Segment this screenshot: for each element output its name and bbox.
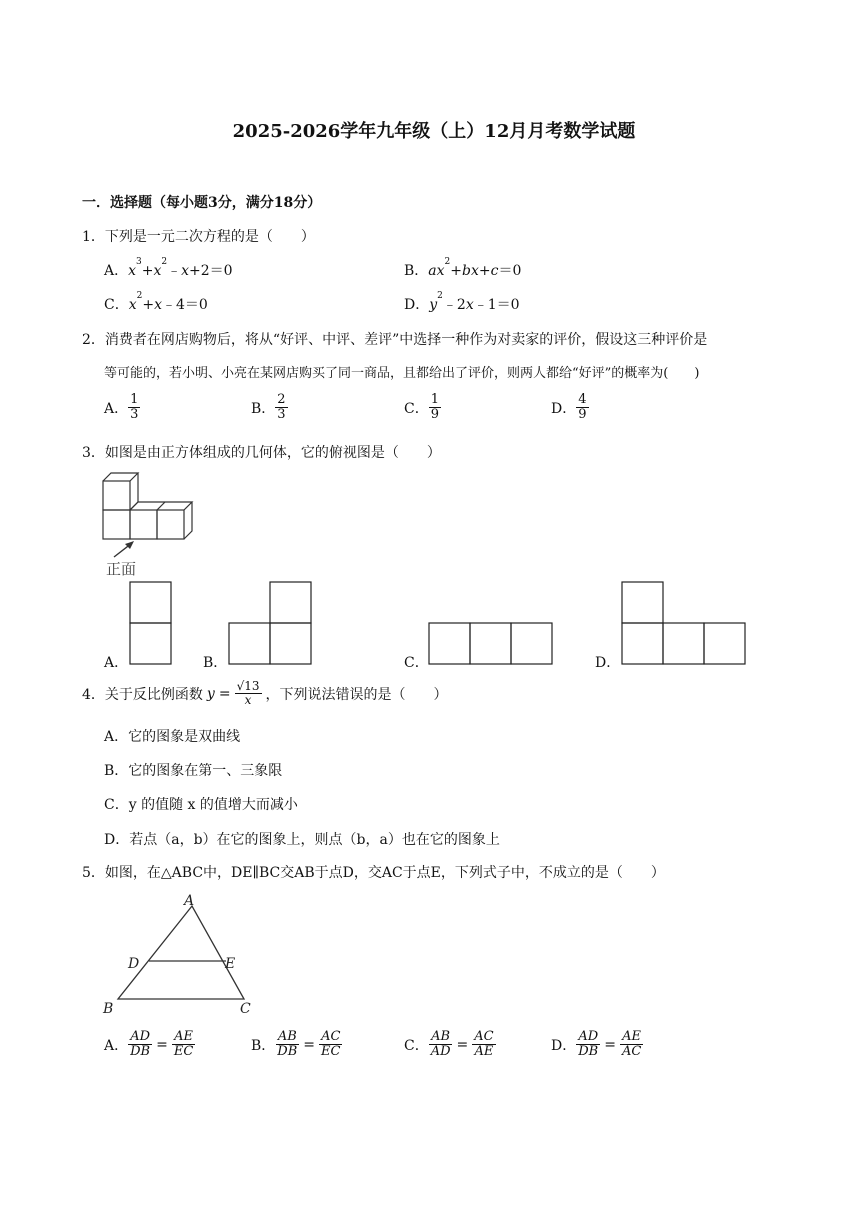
option-label: A． bbox=[104, 1037, 129, 1054]
q3-option-b-figure[interactable] bbox=[227, 580, 315, 668]
q1-option-b[interactable]: B．$ax^2+bx+c=0$ bbox=[404, 257, 522, 279]
q3-option-b-label[interactable]: B． bbox=[203, 655, 228, 671]
q2-option-a[interactable] bbox=[104, 393, 140, 423]
fraction-numerator: 2 bbox=[277, 392, 286, 407]
question-4-stem: 4．关于反比例函数 y = $\frac{√13}{x}$ ，下列说法错误的是（ ） bbox=[82, 679, 448, 708]
equals-sign: = bbox=[303, 1036, 316, 1053]
ratio-numerator: AD bbox=[130, 1029, 151, 1044]
fraction-denominator: 9 bbox=[430, 407, 439, 423]
option-label: C． bbox=[404, 400, 429, 417]
question-2-line-1: 2．消费者在网店购物后，将从“好评、中评、差评”中选择一种作为对卖家的评价，假设这三种评价是 bbox=[82, 332, 708, 348]
q3-option-a-label[interactable]: A． bbox=[104, 655, 129, 671]
front-view-label: 正面 bbox=[106, 560, 137, 578]
right-ratio bbox=[319, 1030, 342, 1060]
q2-option-d[interactable] bbox=[551, 393, 589, 423]
fraction-numerator: 1 bbox=[430, 392, 439, 407]
equals-sign: = bbox=[156, 1036, 168, 1053]
ratio-numerator: AC bbox=[321, 1029, 341, 1044]
option-label: D． bbox=[551, 400, 577, 417]
question-3-stem: 3．如图是由正方体组成的几何体，它的俯视图是（ ） bbox=[82, 445, 441, 461]
fraction-numerator: 1 bbox=[130, 392, 139, 407]
ratio-numerator: AC bbox=[474, 1029, 494, 1044]
cube-front-face bbox=[103, 510, 130, 539]
q5-option-a[interactable] bbox=[104, 1030, 195, 1060]
q2-option-b[interactable] bbox=[251, 393, 288, 423]
right-ratio bbox=[620, 1030, 643, 1060]
equals-sign: = bbox=[456, 1036, 469, 1053]
right-ratio bbox=[472, 1030, 495, 1060]
ratio-denominator: EC bbox=[321, 1044, 341, 1060]
point-c-label: C bbox=[240, 1001, 251, 1017]
ratio-denominator: DB bbox=[277, 1044, 298, 1060]
ratio-denominator: DB bbox=[578, 1044, 599, 1060]
q1-option-d[interactable]: D．$y^2﹣2x﹣1=0$ bbox=[404, 291, 520, 313]
option-fraction bbox=[128, 393, 140, 423]
fraction-denominator: 9 bbox=[578, 407, 587, 423]
option-label: C． bbox=[404, 1037, 429, 1054]
ratio-numerator: AE bbox=[174, 1029, 193, 1044]
q4-option-a[interactable]: A．它的图象是双曲线 bbox=[104, 729, 241, 745]
cube-front-face bbox=[103, 481, 130, 510]
q3-option-a-figure[interactable] bbox=[128, 580, 174, 668]
option-fraction bbox=[429, 393, 441, 423]
q1-option-a[interactable]: A．$x^3+x^2﹣x+2=0$ bbox=[104, 257, 233, 279]
option-fraction bbox=[576, 393, 588, 423]
question-1-stem: 1．下列是一元二次方程的是（ ） bbox=[82, 229, 315, 245]
q4-option-d[interactable]: D．若点（a，b）在它的图象上，则点（b，a）也在它的图象上 bbox=[104, 832, 500, 848]
q5-option-b[interactable] bbox=[251, 1030, 342, 1060]
option-label: D． bbox=[551, 1037, 577, 1054]
cube-front-face bbox=[157, 510, 184, 539]
right-ratio bbox=[172, 1030, 195, 1060]
q4-option-b[interactable]: B．它的图象在第一、三象限 bbox=[104, 763, 283, 779]
left-ratio bbox=[128, 1030, 152, 1060]
ratio-numerator: AD bbox=[578, 1029, 599, 1044]
ratio-denominator: AE bbox=[474, 1044, 494, 1060]
point-d-label: D bbox=[128, 956, 140, 972]
cube-solid-figure bbox=[98, 470, 202, 580]
fraction-denominator: 3 bbox=[277, 407, 286, 423]
fraction-denominator: 3 bbox=[130, 407, 139, 423]
question-5-stem: 5．如图，在△ABC中，DE∥BC交AB于点D，交AC于点E，下列式子中，不成立的是（ ） bbox=[82, 865, 665, 881]
triangle-figure bbox=[98, 893, 268, 1018]
inverse-function-formula: y = $\frac{√13}{x}$ bbox=[206, 679, 260, 708]
left-ratio bbox=[576, 1030, 600, 1060]
q1-option-c[interactable]: C．$x^2+x﹣4=0$ bbox=[104, 291, 208, 313]
point-b-label: B bbox=[103, 1001, 114, 1017]
q3-option-d-label[interactable]: D． bbox=[595, 655, 621, 671]
ratio-denominator: AC bbox=[621, 1044, 642, 1060]
point-a-label: A bbox=[184, 893, 195, 909]
q3-option-c-figure[interactable] bbox=[427, 620, 555, 668]
ratio-numerator: AB bbox=[431, 1029, 451, 1044]
left-ratio bbox=[429, 1030, 453, 1060]
ratio-denominator: DB bbox=[130, 1044, 151, 1060]
q3-option-c-label[interactable]: C． bbox=[404, 655, 429, 671]
ratio-numerator: AE bbox=[622, 1029, 642, 1044]
fraction-numerator: 4 bbox=[578, 392, 587, 407]
equals-sign: = bbox=[604, 1036, 616, 1053]
q5-option-d[interactable] bbox=[551, 1030, 643, 1060]
section-heading: 一．选择题（每小题3分，满分18分） bbox=[82, 195, 322, 211]
q5-option-c[interactable] bbox=[404, 1030, 496, 1060]
ratio-denominator: AD bbox=[430, 1044, 451, 1060]
function-numerator: 13 bbox=[244, 679, 260, 693]
left-ratio bbox=[275, 1030, 299, 1060]
option-label: B． bbox=[251, 400, 276, 417]
q2-option-c[interactable] bbox=[404, 393, 441, 423]
option-label: B． bbox=[251, 1037, 276, 1054]
question-2-line-2: 等可能的，若小明、小亮在某网店购买了同一商品，且都给出了评价，则两人都给“好评”的概率为( ) bbox=[104, 366, 700, 381]
point-e-label: E bbox=[225, 956, 236, 972]
cube-front-face bbox=[130, 510, 157, 539]
q4-option-c[interactable]: C．y 的值随 x 的值增大而减小 bbox=[104, 797, 298, 813]
ratio-denominator: EC bbox=[173, 1044, 194, 1060]
q3-option-d-figure[interactable] bbox=[620, 580, 748, 668]
ratio-numerator: AB bbox=[277, 1029, 297, 1044]
option-fraction bbox=[275, 393, 287, 423]
option-label: A． bbox=[104, 400, 129, 417]
page-title: 2025-2026学年九年级（上）12月月考数学试题 bbox=[232, 121, 636, 142]
